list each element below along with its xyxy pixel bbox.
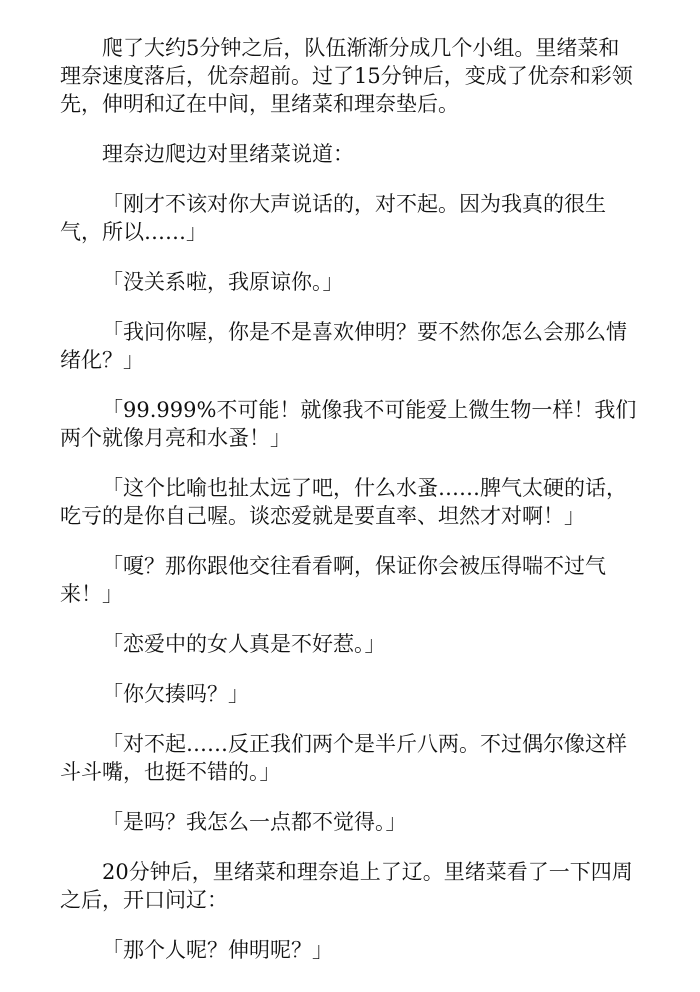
paragraph-10: 「你欠揍吗？」 <box>102 682 249 706</box>
paragraph-1: 爬了大约5分钟之后，队伍渐渐分成几个小组。里绪菜和理奈速度落后，优奈超前。过了15分钟后，变成了优奈和彩领先，伸明和辽在中间，里绪菜和理奈垫后。 <box>60 36 633 116</box>
paragraph-5: 「我问你喔，你是不是喜欢伸明？要不然你怎么会那么情绪化？」 <box>60 320 627 372</box>
paragraph-7: 「这个比喻也扯太远了吧，什么水蚤……脾气太硬的话，吃亏的是你自己喔。谈恋爱就是要直率、坦然才对啊！」 <box>60 476 627 528</box>
paragraph-9: 「恋爱中的女人真是不好惹。」 <box>102 632 386 656</box>
paragraph-8: 「嗄？那你跟他交往看看啊，保证你会被压得喘不过气来！」 <box>60 554 606 606</box>
paragraph-11: 「对不起……反正我们两个是半斤八两。不过偶尔像这样斗斗嘴，也挺不错的。」 <box>60 732 627 784</box>
document-page <box>60 34 640 986</box>
paragraph-4: 「没关系啦，我原谅你。」 <box>102 270 344 294</box>
paragraph-14: 「那个人呢？伸明呢？」 <box>102 938 333 962</box>
paragraph-12: 「是吗？我怎么一点都不觉得。」 <box>102 810 407 834</box>
paragraph-2: 理奈边爬边对里绪菜说道： <box>102 142 354 166</box>
paragraph-3: 「刚才不该对你大声说话的，对不起。因为我真的很生气，所以……」 <box>60 192 606 244</box>
paragraph-13: 20分钟后，里绪菜和理奈追上了辽。里绪菜看了一下四周之后，开口问辽： <box>60 860 633 912</box>
paragraph-6: 「99.999%不可能！就像我不可能爱上微生物一样！我们两个就像月亮和水蚤！」 <box>60 398 637 450</box>
